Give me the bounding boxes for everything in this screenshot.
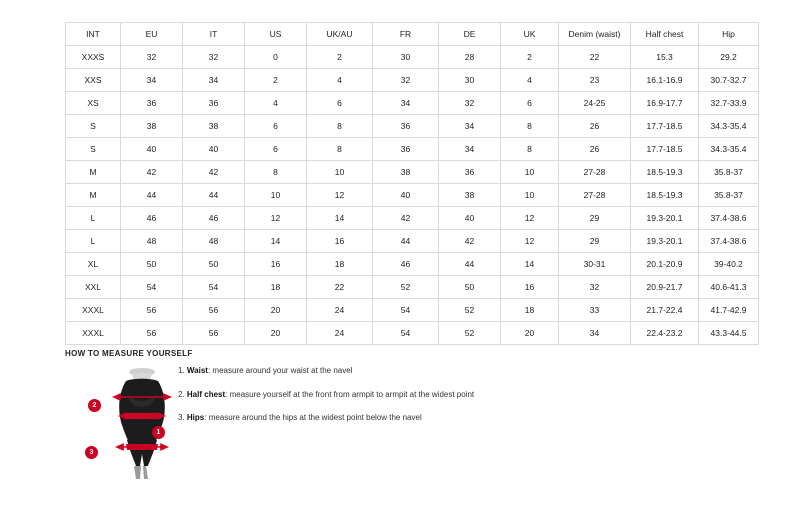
cell-it: 38 [183, 115, 245, 138]
cell-de: 34 [439, 115, 501, 138]
table-row [66, 115, 759, 138]
table-row [66, 138, 759, 161]
cell-uk-au: 2 [307, 46, 373, 69]
cell-int: XXS [66, 69, 121, 92]
cell-de: 32 [439, 92, 501, 115]
cell-de: 38 [439, 184, 501, 207]
cell-us: 6 [245, 115, 307, 138]
cell-us: 4 [245, 92, 307, 115]
cell-half-chest: 16.9-17.7 [631, 92, 699, 115]
cell-de: 42 [439, 230, 501, 253]
cell-de: 40 [439, 207, 501, 230]
cell-half-chest: 16.1-16.9 [631, 69, 699, 92]
column-header-eu: EU [121, 23, 183, 46]
cell-eu: 50 [121, 253, 183, 276]
cell-uk: 2 [501, 46, 559, 69]
column-header-de: DE [439, 23, 501, 46]
table-row [66, 276, 759, 299]
cell-hip: 40.6-41.3 [699, 276, 759, 299]
cell-it: 40 [183, 138, 245, 161]
cell-half-chest: 17.7-18.5 [631, 138, 699, 161]
cell-us: 14 [245, 230, 307, 253]
cell-denim-waist: 27-28 [559, 184, 631, 207]
cell-eu: 46 [121, 207, 183, 230]
table-row [66, 230, 759, 253]
cell-it: 50 [183, 253, 245, 276]
table-header-row [66, 23, 759, 46]
cell-fr: 32 [373, 69, 439, 92]
cell-hip: 37.4-38.6 [699, 207, 759, 230]
cell-it: 32 [183, 46, 245, 69]
cell-it: 46 [183, 207, 245, 230]
cell-int: XXXL [66, 322, 121, 345]
cell-us: 18 [245, 276, 307, 299]
measure-steps-list [178, 366, 598, 437]
cell-int: XS [66, 92, 121, 115]
cell-hip: 39-40.2 [699, 253, 759, 276]
cell-uk-au: 6 [307, 92, 373, 115]
cell-int: S [66, 138, 121, 161]
cell-eu: 44 [121, 184, 183, 207]
measure-step-waist [178, 366, 598, 376]
table-row [66, 184, 759, 207]
table-row [66, 207, 759, 230]
cell-hip: 41.7-42.9 [699, 299, 759, 322]
step-number-2: 2. [178, 389, 185, 399]
cell-half-chest: 19.3-20.1 [631, 230, 699, 253]
table-row [66, 92, 759, 115]
column-header-uk-au: UK/AU [307, 23, 373, 46]
cell-denim-waist: 30-31 [559, 253, 631, 276]
cell-eu: 32 [121, 46, 183, 69]
step-text-half-chest: : measure yourself at the front from armpit to armpit at the widest point [225, 389, 475, 399]
measure-step-half-chest [178, 390, 598, 400]
measure-badge-3: 3 [85, 446, 98, 459]
cell-hip: 43.3-44.5 [699, 322, 759, 345]
cell-fr: 52 [373, 276, 439, 299]
cell-uk: 12 [501, 230, 559, 253]
cell-uk-au: 10 [307, 161, 373, 184]
cell-denim-waist: 26 [559, 115, 631, 138]
cell-uk: 4 [501, 69, 559, 92]
cell-fr: 46 [373, 253, 439, 276]
cell-fr: 38 [373, 161, 439, 184]
cell-int: XL [66, 253, 121, 276]
cell-uk: 10 [501, 184, 559, 207]
cell-us: 0 [245, 46, 307, 69]
table-row [66, 46, 759, 69]
cell-int: M [66, 161, 121, 184]
cell-half-chest: 20.9-21.7 [631, 276, 699, 299]
step-number-3: 3. [178, 413, 185, 423]
cell-eu: 48 [121, 230, 183, 253]
cell-denim-waist: 23 [559, 69, 631, 92]
cell-uk: 8 [501, 138, 559, 161]
table-header [66, 23, 759, 46]
cell-us: 12 [245, 207, 307, 230]
cell-denim-waist: 32 [559, 276, 631, 299]
table-row [66, 322, 759, 345]
cell-half-chest: 19.3-20.1 [631, 207, 699, 230]
cell-int: L [66, 230, 121, 253]
table-row [66, 161, 759, 184]
cell-fr: 36 [373, 115, 439, 138]
cell-denim-waist: 29 [559, 230, 631, 253]
step-text-waist: : measure around your waist at the navel [207, 366, 353, 375]
cell-fr: 30 [373, 46, 439, 69]
cell-eu: 56 [121, 322, 183, 345]
cell-denim-waist: 22 [559, 46, 631, 69]
table-row [66, 299, 759, 322]
measure-step-hips [178, 413, 598, 423]
column-header-fr: FR [373, 23, 439, 46]
cell-fr: 34 [373, 92, 439, 115]
cell-us: 20 [245, 299, 307, 322]
cell-uk-au: 18 [307, 253, 373, 276]
cell-uk: 8 [501, 115, 559, 138]
column-header-us: US [245, 23, 307, 46]
cell-hip: 35.8-37 [699, 161, 759, 184]
cell-it: 42 [183, 161, 245, 184]
cell-uk: 18 [501, 299, 559, 322]
cell-denim-waist: 27-28 [559, 161, 631, 184]
cell-it: 54 [183, 276, 245, 299]
cell-us: 10 [245, 184, 307, 207]
column-header-half-chest: Half chest [631, 23, 699, 46]
cell-uk: 14 [501, 253, 559, 276]
cell-denim-waist: 33 [559, 299, 631, 322]
cell-hip: 34.3-35.4 [699, 138, 759, 161]
cell-hip: 30.7-32.7 [699, 69, 759, 92]
cell-half-chest: 15.3 [631, 46, 699, 69]
cell-half-chest: 20.1-20.9 [631, 253, 699, 276]
cell-it: 34 [183, 69, 245, 92]
column-header-denim-waist: Denim (waist) [559, 23, 631, 46]
cell-hip: 32.7-33.9 [699, 92, 759, 115]
cell-half-chest: 18.5-19.3 [631, 161, 699, 184]
cell-int: L [66, 207, 121, 230]
cell-eu: 40 [121, 138, 183, 161]
cell-half-chest: 22.4-23.2 [631, 322, 699, 345]
cell-hip: 34.3-35.4 [699, 115, 759, 138]
cell-int: XXXL [66, 299, 121, 322]
cell-int: XXXS [66, 46, 121, 69]
cell-uk: 20 [501, 322, 559, 345]
cell-us: 16 [245, 253, 307, 276]
cell-uk: 12 [501, 207, 559, 230]
cell-fr: 40 [373, 184, 439, 207]
cell-uk: 10 [501, 161, 559, 184]
cell-denim-waist: 34 [559, 322, 631, 345]
cell-hip: 35.8-37 [699, 184, 759, 207]
cell-us: 8 [245, 161, 307, 184]
cell-uk-au: 4 [307, 69, 373, 92]
cell-half-chest: 18.5-19.3 [631, 184, 699, 207]
table-row [66, 69, 759, 92]
cell-it: 56 [183, 299, 245, 322]
cell-fr: 42 [373, 207, 439, 230]
cell-fr: 44 [373, 230, 439, 253]
table-body [66, 46, 759, 345]
cell-uk-au: 8 [307, 138, 373, 161]
cell-uk: 16 [501, 276, 559, 299]
cell-it: 44 [183, 184, 245, 207]
cell-eu: 54 [121, 276, 183, 299]
cell-de: 30 [439, 69, 501, 92]
cell-uk-au: 14 [307, 207, 373, 230]
column-header-hip: Hip [699, 23, 759, 46]
column-header-uk: UK [501, 23, 559, 46]
cell-uk-au: 22 [307, 276, 373, 299]
cell-us: 6 [245, 138, 307, 161]
size-table-container [65, 22, 747, 345]
cell-uk-au: 12 [307, 184, 373, 207]
column-header-int: INT [66, 23, 121, 46]
cell-denim-waist: 29 [559, 207, 631, 230]
cell-it: 36 [183, 92, 245, 115]
cell-half-chest: 17.7-18.5 [631, 115, 699, 138]
cell-eu: 36 [121, 92, 183, 115]
cell-uk-au: 8 [307, 115, 373, 138]
step-text-hips: : measure around the hips at the widest point below the navel [204, 413, 422, 423]
cell-eu: 56 [121, 299, 183, 322]
cell-fr: 54 [373, 299, 439, 322]
cell-denim-waist: 26 [559, 138, 631, 161]
cell-int: S [66, 115, 121, 138]
cell-uk-au: 24 [307, 322, 373, 345]
cell-de: 28 [439, 46, 501, 69]
cell-uk-au: 16 [307, 230, 373, 253]
cell-fr: 54 [373, 322, 439, 345]
how-to-measure-title: HOW TO MEASURE YOURSELF [65, 349, 193, 358]
cell-uk: 6 [501, 92, 559, 115]
measure-badge-1: 1 [152, 426, 165, 439]
cell-de: 36 [439, 161, 501, 184]
cell-fr: 36 [373, 138, 439, 161]
column-header-it: IT [183, 23, 245, 46]
measure-badge-2: 2 [88, 399, 101, 412]
cell-eu: 38 [121, 115, 183, 138]
cell-de: 44 [439, 253, 501, 276]
cell-us: 20 [245, 322, 307, 345]
step-term-half-chest: Half chest [186, 389, 226, 399]
cell-hip: 29.2 [699, 46, 759, 69]
cell-it: 56 [183, 322, 245, 345]
cell-eu: 42 [121, 161, 183, 184]
cell-it: 48 [183, 230, 245, 253]
size-conversion-table [65, 22, 759, 345]
cell-eu: 34 [121, 69, 183, 92]
cell-int: M [66, 184, 121, 207]
cell-de: 52 [439, 322, 501, 345]
cell-uk-au: 24 [307, 299, 373, 322]
table-row [66, 253, 759, 276]
cell-us: 2 [245, 69, 307, 92]
step-term-hips: Hips [186, 413, 205, 423]
cell-hip: 37.4-38.6 [699, 230, 759, 253]
cell-half-chest: 21.7-22.4 [631, 299, 699, 322]
step-term-waist: Waist [186, 366, 208, 375]
cell-de: 50 [439, 276, 501, 299]
cell-de: 34 [439, 138, 501, 161]
step-number-1: 1. [178, 366, 185, 375]
cell-int: XXL [66, 276, 121, 299]
cell-denim-waist: 24-25 [559, 92, 631, 115]
cell-de: 52 [439, 299, 501, 322]
